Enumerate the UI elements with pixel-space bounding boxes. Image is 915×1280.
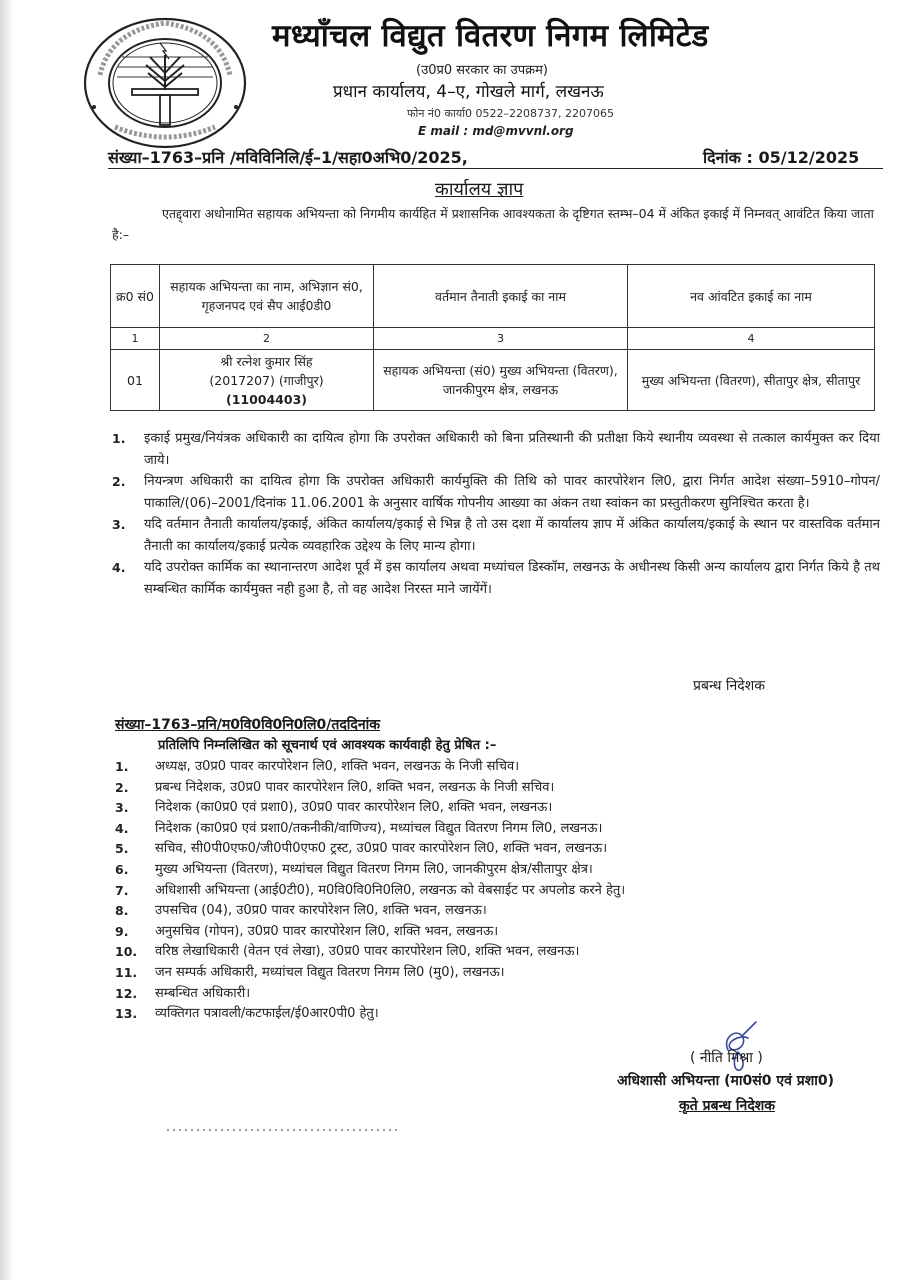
item-text: उपसचिव (04), उ0प्र0 पावर कारपोरेशन लि0, शक्ति भवन, लखनऊ। (155, 903, 487, 919)
list-item (115, 860, 755, 881)
item-text: अनुसचिव (गोपन), उ0प्र0 पावर कारपोरेशन लि0, शक्ति भवन, लखनऊ। (155, 923, 499, 939)
table-column-number-row (111, 328, 875, 350)
list-item (115, 942, 755, 963)
condition-item (112, 428, 880, 471)
item-number: 12. (115, 985, 138, 1001)
item-number: 4. (115, 820, 129, 836)
dotted-scan-artifact (165, 1128, 400, 1132)
item-text: मुख्य अभियन्ता (वितरण), मध्यांचल विद्युत वितरण निगम लि0, जानकीपुरम क्षेत्र/सीतापुर क्षेत्र। (155, 861, 593, 877)
transfer-table (110, 264, 875, 411)
engineer-id-home-district: (2017207) (गाजीपुर) (209, 372, 324, 388)
organization-email: E mail : md@mvvnl.org (418, 124, 574, 138)
signatory-name: ( नीति मिश्रा ) (690, 1050, 763, 1066)
list-item (115, 839, 755, 860)
reference-underline (108, 168, 883, 169)
item-number: 9. (115, 923, 129, 939)
table-row (111, 350, 875, 411)
reference-number: संख्या–1763–प्रनि /मविविनिलि/ई–1/सहा0अभि0/2025, (108, 148, 468, 167)
item-number: 6. (115, 861, 129, 877)
item-text: वरिष्ठ लेखाधिकारी (वेतन एवं लेखा), उ0प्र0 पावर कारपोरेशन लि0, शक्ति भवन, लखनऊ। (155, 944, 580, 960)
copy-recipients-list (115, 757, 755, 1025)
list-item (115, 922, 755, 943)
condition-text: यदि उपरोक्त कार्मिक का स्थानान्तरण आदेश पूर्व में इस कार्यालय अथवा मध्यांचल डिस्कॉम, लखनऊ के अधीनस्थ किसी अन्य कार्यालय द्वारा निर्गत किये है तथ सम्बन्धित कार्मिक कार्यमुक्त नही हुआ है, तो वह आदेश निरस्त माने जायेंगें। (144, 560, 880, 597)
list-item (115, 963, 755, 984)
row-new-unit: मुख्य अभियन्ता (वितरण), सीतापुर क्षेत्र, सीतापुर (628, 350, 875, 411)
organization-phone: फोन नं0 कार्या0 0522–2208737, 2207065 (407, 107, 615, 120)
item-number: 1. (115, 759, 129, 774)
list-item (115, 901, 755, 922)
header-engineer-name: सहायक अभियन्ता का नाम, अभिज्ञान सं0, गृहजनपद एवं सैप आई0डी0 (160, 265, 374, 328)
page-edge-shadow (0, 0, 14, 1280)
signatory-designation: अधिशासी अभियन्ता (मा0सं0 एवं प्रशा0) (617, 1073, 834, 1089)
list-item (115, 778, 755, 799)
item-text: प्रबन्ध निदेशक, उ0प्र0 पावर कारपोरेशन लि0, शक्ति भवन, लखनऊ के निजी सचिव। (155, 779, 555, 795)
list-item (115, 819, 755, 840)
item-number: 5. (115, 841, 129, 857)
engineer-name: श्री रत्नेश कुमार सिंह (220, 353, 313, 369)
organization-address: प्रधान कार्यालय, 4–ए, गोखले मार्ग, लखनऊ (333, 82, 604, 102)
condition-number: 2. (112, 474, 126, 489)
memo-title: कार्यालय ज्ञाप (435, 179, 524, 200)
item-text: अधिशासी अभियन्ता (आई0टी0), म0वि0वि0नि0लि0, लखनऊ को वेबसाईट पर अपलोड करने हेतु। (155, 882, 626, 898)
condition-item (112, 557, 880, 600)
condition-text: यदि वर्तमान तैनाती कार्यालय/इकाई, अंकित कार्यालय/इकाई से भिन्न है तो उस दशा में कार्यालय ज्ञाप में अंकित कार्यालय/इकाई के स्थान पर वास्तविक वर्तमान तैनाती का कार्यालय/इकाई प्रत्येक व्यवहारिक उद्देश्य के लिए मान्य होगा। (144, 517, 880, 554)
copy-reference-number: संख्या–1763–प्रनि/म0वि0वि0नि0लि0/तददिनांक (115, 717, 380, 733)
header-serial: क्र0 सं0 (111, 265, 160, 328)
item-text: सम्बन्धित अधिकारी। (155, 985, 251, 1001)
item-text: सचिव, सी0पी0एफ0/जी0पी0एफ0 ट्रस्ट, उ0प्र0 पावर कारपोरेशन लि0, शक्ति भवन, लखनऊ। (155, 841, 608, 857)
engineer-sap-id: (11004403) (225, 391, 307, 407)
document-date: दिनांक : 05/12/2025 (703, 148, 860, 167)
managing-director-signature-line: प्रबन्ध निदेशक (693, 678, 765, 694)
list-item (115, 798, 755, 819)
condition-text: नियन्त्रण अधिकारी का दायित्व होगा कि उपरोक्त अधिकारी कार्यमुक्ति की तिथि को पावर कारपोरेशन लि0, द्वारा निर्गत आदेश संख्या–5910–गोपन/पाकालि/(06)–2001/दिनांक 11.06.2001 के अनुसार वार्षिक गोपनीय आख्या का अंकन तथा स्वांकन का प्रस्तुतीकरण सुनिश्चित करता है। (144, 474, 880, 511)
column-number: 3 (374, 328, 628, 350)
organization-subtitle: (उ0प्र0 सरकार का उपक्रम) (416, 63, 548, 78)
item-number: 13. (115, 1006, 138, 1022)
memo-intro: एतद्द्वारा अधोनामित सहायक अभियन्ता को निगमीय कार्यहित में प्रशासनिक आवश्यकता के दृष्टिगत स्तम्भ–04 में अंकित इकाई में निम्नवत् आवंटित किया जाता है:– (112, 206, 874, 242)
condition-number: 1. (112, 431, 126, 446)
condition-text: इकाई प्रमुख/नियंत्रक अधिकारी का दायित्व होगा कि उपरोक्त अधिकारी को बिना प्रतिस्थानी की प्रतीक्षा किये स्थानीय व्यवस्था से तत्काल कार्यमुक्त कर दिया जाये। (144, 431, 880, 468)
column-number: 4 (628, 328, 875, 350)
list-item (115, 757, 755, 778)
column-number: 2 (160, 328, 374, 350)
company-seal-logo-icon (80, 15, 250, 150)
conditions-list (112, 428, 880, 600)
row-serial: 01 (111, 350, 160, 411)
list-item (115, 1004, 755, 1025)
condition-number: 4. (112, 560, 126, 575)
header-new-unit: नव आंवटित इकाई का नाम (628, 265, 875, 328)
condition-item (112, 514, 880, 557)
item-text: निदेशक (का0प्र0 एवं प्रशा0/तकनीकी/वाणिज्य), मध्यांचल विद्युत वितरण निगम लि0, लखनऊ। (155, 820, 603, 836)
signatory-on-behalf: कृते प्रबन्ध निदेशक (679, 1098, 776, 1114)
item-text: जन सम्पर्क अधिकारी, मध्यांचल विद्युत वितरण निगम लि0 (मु0), लखनऊ। (155, 964, 505, 980)
list-item (115, 984, 755, 1005)
item-number: 2. (115, 779, 129, 795)
row-current-unit: सहायक अभियन्ता (सं0) मुख्य अभियन्ता (वितरण), जानकीपुरम क्षेत्र, लखनऊ (374, 350, 628, 411)
condition-item (112, 471, 880, 514)
item-number: 11. (115, 964, 138, 980)
column-number: 1 (111, 328, 160, 350)
table-header-row (111, 265, 875, 328)
item-text: व्यक्तिगत पत्रावली/कटफाईल/ई0आर0पी0 हेतु। (155, 1006, 379, 1022)
item-number: 3. (115, 800, 129, 816)
header-current-unit: वर्तमान तैनाती इकाई का नाम (374, 265, 628, 328)
item-text: निदेशक (का0प्र0 एवं प्रशा0), उ0प्र0 पावर कारपोरेशन लि0, शक्ति भवन, लखनऊ। (155, 800, 553, 816)
item-text: अध्यक्ष, उ0प्र0 पावर कारपोरेशन लि0, शक्ति भवन, लखनऊ के निजी सचिव। (155, 759, 520, 774)
condition-number: 3. (112, 517, 126, 532)
row-engineer (160, 350, 374, 411)
item-number: 7. (115, 882, 129, 898)
organization-name: मध्याँचल विद्युत वितरण निगम लिमिटेड (272, 18, 709, 54)
list-item (115, 881, 755, 902)
item-number: 8. (115, 903, 129, 919)
item-number: 10. (115, 944, 138, 960)
copy-intro: प्रतिलिपि निम्नलिखित को सूचनार्थ एवं आवश्यक कार्यवाही हेतु प्रेषित :– (158, 738, 497, 753)
